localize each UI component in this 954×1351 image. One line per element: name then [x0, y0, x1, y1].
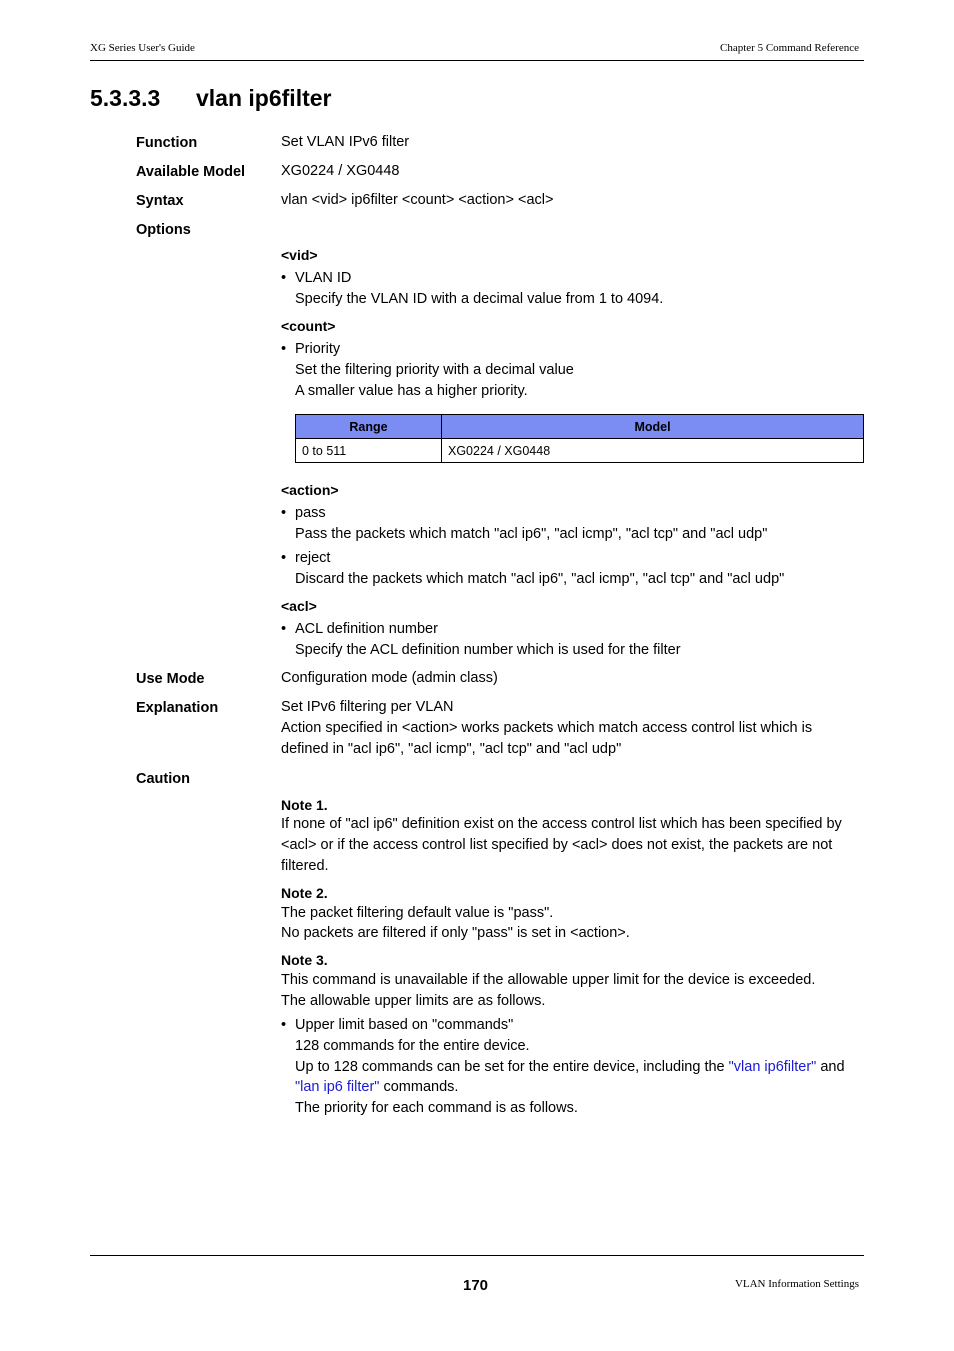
- value-use-mode: Configuration mode (admin class): [281, 670, 498, 686]
- option-action-pass-desc: Pass the packets which match "acl ip6", "acl icmp", "acl tcp" and "acl udp": [295, 526, 768, 542]
- header-guide-title: XG Series User's Guide: [90, 42, 195, 54]
- option-acl-bullet: • ACL definition number: [281, 621, 438, 637]
- option-action-reject-desc: Discard the packets which match "acl ip6", "acl icmp", "acl tcp" and "acl udp": [295, 571, 785, 587]
- label-caution: Caution: [136, 771, 190, 787]
- note3-title: Note 3.: [281, 952, 328, 968]
- table-header-row: [296, 415, 864, 439]
- note2-title: Note 2.: [281, 885, 328, 901]
- header-chapter: Chapter 5 Command Reference: [720, 42, 859, 54]
- lan-ip6-filter-link[interactable]: "lan ip6 filter": [295, 1079, 380, 1095]
- value-syntax: vlan <vid> ip6filter <count> <action> <acl>: [281, 192, 554, 208]
- note2-line-1: The packet filtering default value is "pass".: [281, 905, 554, 921]
- value-explanation-2: Action specified in <action> works packets which match access control list which is: [281, 720, 813, 736]
- note1-line-3: filtered.: [281, 858, 329, 874]
- value-explanation-3: defined in "acl ip6", "acl icmp", "acl tcp" and "acl udp": [281, 741, 622, 757]
- table-cell-model: XG0224 / XG0448: [442, 439, 864, 463]
- value-function: Set VLAN IPv6 filter: [281, 134, 410, 150]
- option-vid-heading: <vid>: [281, 247, 318, 263]
- footer-rule: [90, 1255, 864, 1256]
- table-header-range: Range: [296, 415, 442, 439]
- section-number: 5.3.3.3: [90, 85, 161, 111]
- option-acl-desc: Specify the ACL definition number which is used for the filter: [295, 642, 681, 658]
- option-action-pass-bullet: • pass: [281, 505, 326, 521]
- label-explanation: Explanation: [136, 700, 219, 716]
- option-action-heading: <action>: [281, 482, 339, 498]
- note2-line-2: No packets are filtered if only "pass" is set in <action>.: [281, 925, 630, 941]
- label-syntax: Syntax: [136, 193, 184, 209]
- value-available-model: XG0224 / XG0448: [281, 163, 400, 179]
- note3-line-1: This command is unavailable if the allowable upper limit for the device is exceeded.: [281, 972, 816, 988]
- option-count-heading: <count>: [281, 318, 336, 334]
- option-count-desc-2: A smaller value has a higher priority.: [295, 383, 528, 399]
- section-name: vlan ip6filter: [196, 85, 332, 111]
- option-count-desc-1: Set the filtering priority with a decimal value: [295, 362, 574, 378]
- note1-line-2: <acl> or if the access control list specified by <acl> does not exist, the packets are not: [281, 837, 833, 853]
- note3-bullet: • Upper limit based on "commands": [281, 1017, 514, 1033]
- header-rule: [90, 60, 864, 61]
- note3-sub-2: Up to 128 commands can be set for the entire device, including the "vlan ip6filter" and: [295, 1059, 845, 1075]
- label-use-mode: Use Mode: [136, 671, 205, 687]
- note3-line-2: The allowable upper limits are as follows.: [281, 993, 546, 1009]
- section-title: [90, 85, 331, 112]
- note3-sub-3: "lan ip6 filter" commands.: [295, 1079, 459, 1095]
- note3-sub-1: 128 commands for the entire device.: [295, 1038, 530, 1054]
- value-explanation-1: Set IPv6 filtering per VLAN: [281, 699, 454, 715]
- option-acl-heading: <acl>: [281, 598, 317, 614]
- label-available-model: Available Model: [136, 164, 246, 180]
- note1-title: Note 1.: [281, 797, 328, 813]
- option-vid-bullet: • VLAN ID: [281, 270, 352, 286]
- label-options: Options: [136, 222, 191, 238]
- table-row: [296, 439, 864, 463]
- table-header-model: Model: [442, 415, 864, 439]
- range-table: [295, 414, 864, 463]
- vlan-ip6filter-link[interactable]: "vlan ip6filter": [728, 1059, 817, 1075]
- footer-section: VLAN Information Settings: [734, 1278, 859, 1290]
- note1-line-1: If none of "acl ip6" definition exist on the access control list which has been specified by: [281, 816, 842, 832]
- page-number: 170: [463, 1277, 489, 1294]
- option-count-bullet: • Priority: [281, 341, 341, 357]
- label-function: Function: [136, 135, 198, 151]
- table-cell-range: 0 to 511: [296, 439, 442, 463]
- option-action-reject-bullet: • reject: [281, 550, 331, 566]
- note3-sub-4: The priority for each command is as follows.: [295, 1100, 578, 1116]
- option-vid-desc: Specify the VLAN ID with a decimal value from 1 to 4094.: [295, 291, 664, 307]
